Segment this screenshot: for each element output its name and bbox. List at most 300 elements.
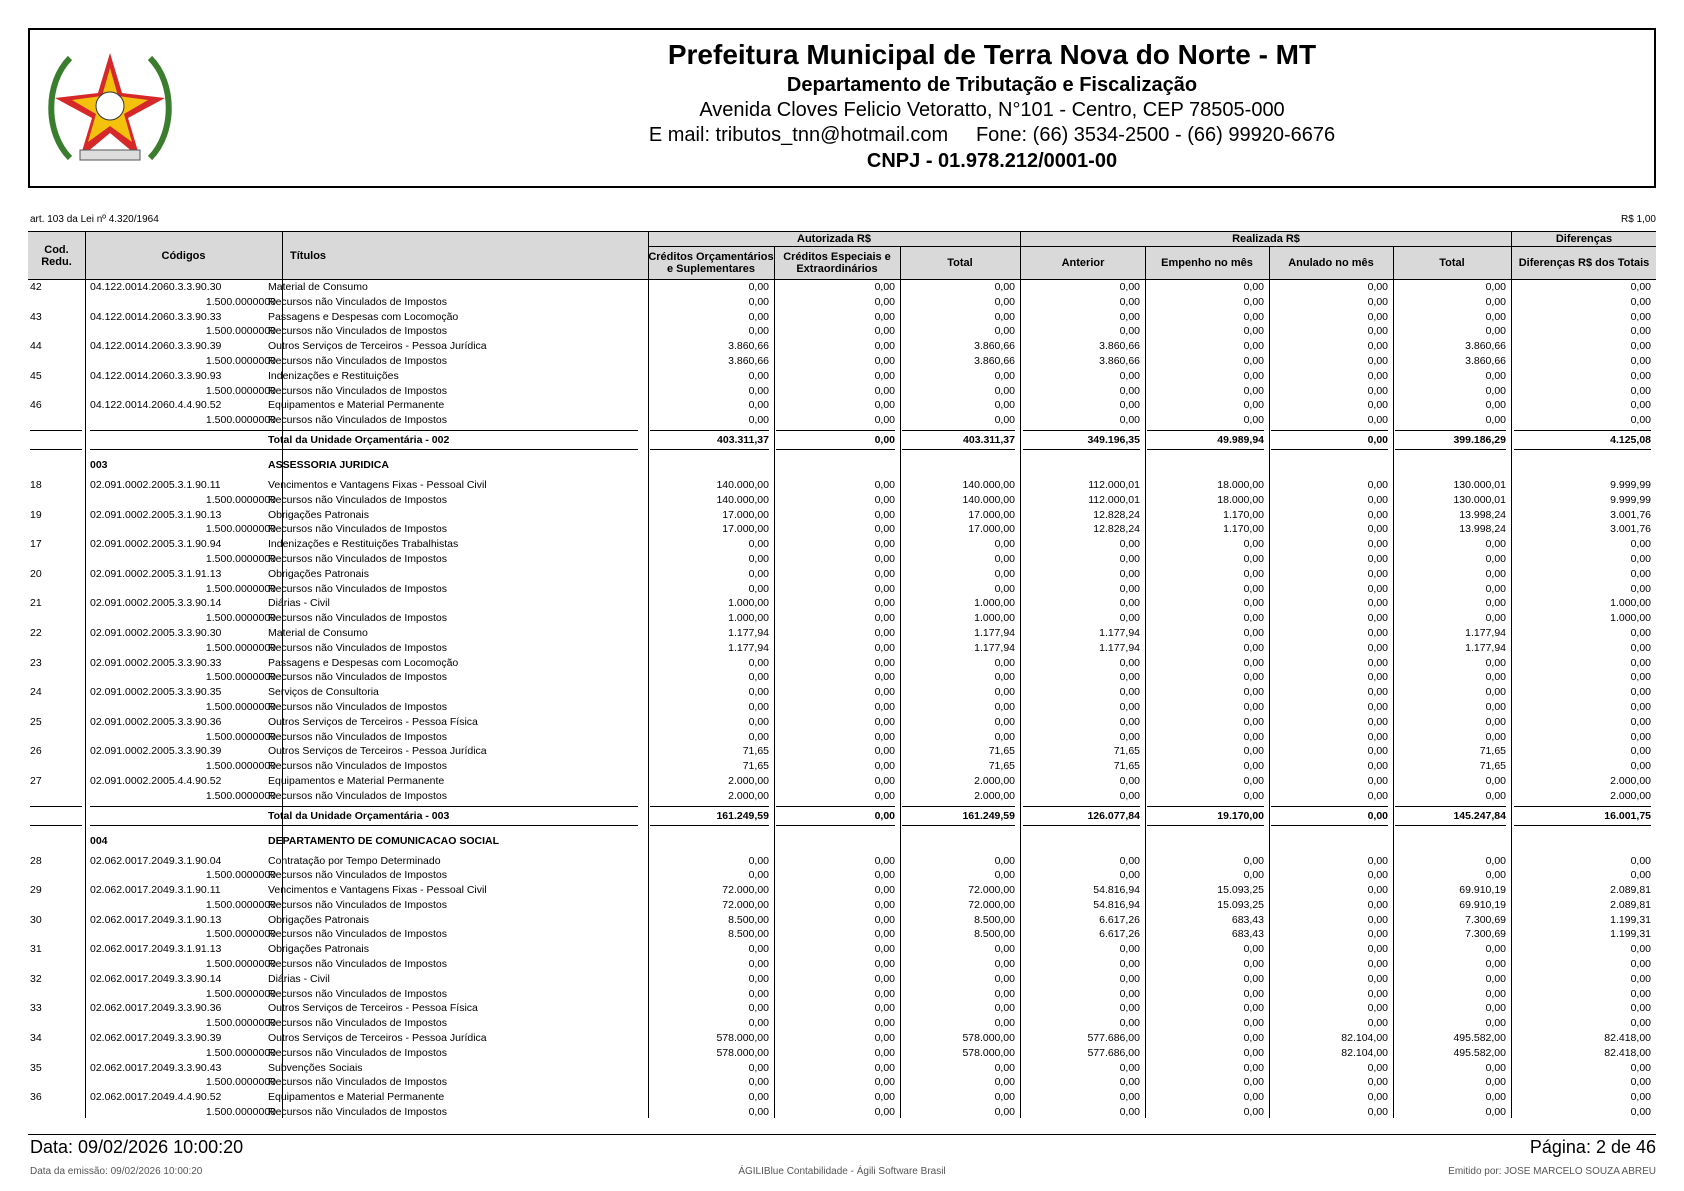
cell-value: 140.000,00 (716, 478, 769, 491)
cell-value: 0,00 (1119, 869, 1140, 882)
cell-title: Recursos não Vinculados de Impostos (268, 789, 447, 802)
cell-value: 82.104,00 (1341, 1046, 1388, 1059)
cell-value: 3.860,66 (728, 354, 769, 367)
cell-value: 0,00 (1367, 281, 1388, 293)
cell-title: Recursos não Vinculados de Impostos (268, 1017, 447, 1030)
cell-value: 0,00 (1485, 612, 1506, 625)
cell-cod: 20 (30, 567, 42, 580)
cell-value: 0,00 (748, 582, 769, 595)
cell-title: Vencimentos e Vantagens Fixas - Pessoal Civil (268, 884, 487, 897)
cell-value: 0,00 (1367, 686, 1388, 699)
cell-code: 1.500.0000000 (205, 928, 276, 941)
cell-value: 0,00 (874, 508, 895, 521)
cell-value: 3.860,66 (974, 354, 1015, 367)
cell-value: 0,00 (1630, 869, 1651, 882)
cell-value: 2.000,00 (974, 774, 1015, 787)
cell-value: 0,00 (994, 582, 1015, 595)
cell-title: Recursos não Vinculados de Impostos (268, 1046, 447, 1059)
cell-value: 577.686,00 (1087, 1032, 1140, 1045)
cell-value: 6.617,26 (1099, 928, 1140, 941)
cell-code: 1.500.0000000 (205, 700, 276, 713)
cell-value: 0,00 (1243, 854, 1264, 867)
cell-value: 0,00 (1243, 399, 1264, 412)
cell-value: 13.998,24 (1459, 508, 1506, 521)
cell-code: 1.500.0000000 (205, 1106, 276, 1119)
cell-value: 0,00 (748, 715, 769, 728)
cell-value: 0,00 (1485, 414, 1506, 427)
table-row (28, 280, 1656, 295)
cell-value: 0,00 (1243, 700, 1264, 713)
cell-value: 0,00 (748, 369, 769, 382)
cell-value: 0,00 (1367, 612, 1388, 625)
cell-value: 0,00 (1485, 987, 1506, 1000)
cell-value: 0,00 (1243, 626, 1264, 639)
col-creditos-especiais: Créditos Especiais e Extraordinários (783, 250, 891, 275)
cell-value: 0,00 (994, 538, 1015, 551)
cell-title: Diárias - Civil (268, 972, 330, 985)
cell-value: 0,00 (1367, 597, 1388, 610)
cell-value: 0,00 (994, 369, 1015, 382)
cell-code: 04.122.0014.2060.3.3.90.30 (90, 281, 222, 293)
cell-value: 0,00 (1367, 1061, 1388, 1074)
cell-value: 0,00 (994, 310, 1015, 323)
cell-value: 12.828,24 (1093, 508, 1140, 521)
table-header (28, 231, 1656, 280)
cell-value: 71,65 (1479, 760, 1506, 773)
municipal-coat-of-arms-icon (40, 38, 180, 178)
cell-value: 0,00 (1630, 384, 1651, 397)
cell-value: 8.500,00 (728, 928, 769, 941)
table-row (28, 774, 1656, 789)
cell-value: 0,00 (748, 1002, 769, 1015)
cell-value: 0,00 (1367, 913, 1388, 926)
table-row (28, 957, 1656, 972)
cell-value: 0,00 (1485, 869, 1506, 882)
cell-value: 0,00 (994, 399, 1015, 412)
cell-value: 145.247,84 (1395, 806, 1506, 826)
table-row (28, 626, 1656, 641)
cell-value: 0,00 (1243, 612, 1264, 625)
cell-cod: 43 (30, 310, 42, 323)
cell-value: 0,00 (748, 295, 769, 308)
cell-value: 82.104,00 (1341, 1032, 1388, 1045)
cell-value: 0,00 (1243, 774, 1264, 787)
cell-value: 1.177,94 (1099, 626, 1140, 639)
cell-value: 126.077,84 (1023, 806, 1140, 826)
cell-code: 1.500.0000000 (205, 612, 276, 625)
cell-value: 578.000,00 (716, 1032, 769, 1045)
cell-value: 0,00 (1367, 369, 1388, 382)
cell-value: 71,65 (742, 745, 769, 758)
cell-value: 0,00 (874, 641, 895, 654)
cell-value: 0,00 (1119, 325, 1140, 338)
cell-cod: 32 (30, 972, 42, 985)
cell-value: 0,00 (874, 1076, 895, 1089)
cell-code: 02.062.0017.2049.3.3.90.43 (90, 1061, 222, 1074)
cell-value: 0,00 (994, 1017, 1015, 1030)
cell-code: 1.500.0000000 (205, 325, 276, 338)
cell-value: 1.199,31 (1610, 928, 1651, 941)
cell-value: 0,00 (1630, 1002, 1651, 1015)
cell-cod: 46 (30, 399, 42, 412)
cell-title: Material de Consumo (268, 626, 368, 639)
cell-code (90, 430, 278, 450)
cell-value: 0,00 (874, 384, 895, 397)
cell-value: 0,00 (1367, 972, 1388, 985)
cell-value: 0,00 (874, 310, 895, 323)
cell-value: 0,00 (1243, 384, 1264, 397)
cell-value: 0,00 (1243, 1061, 1264, 1074)
cell-code: 02.062.0017.2049.3.3.90.14 (90, 972, 222, 985)
cell-title: DEPARTAMENTO DE COMUNICACAO SOCIAL (268, 834, 499, 847)
cell-value: 3.860,66 (974, 340, 1015, 353)
cell-value: 0,00 (874, 493, 895, 506)
cell-value: 0,00 (1367, 1091, 1388, 1104)
table-row (28, 537, 1656, 552)
table-row (28, 641, 1656, 656)
cell-code: 1.500.0000000 (205, 414, 276, 427)
cell-value: 0,00 (1630, 987, 1651, 1000)
cell-title: Recursos não Vinculados de Impostos (268, 493, 447, 506)
cell-title: Indenizações e Restituições (268, 369, 399, 382)
cell-cod: 30 (30, 913, 42, 926)
cell-value: 0,00 (874, 869, 895, 882)
cell-code: 04.122.0014.2060.3.3.90.39 (90, 340, 222, 353)
cell-title: Recursos não Vinculados de Impostos (268, 414, 447, 427)
department-name: Departamento de Tributação e Fiscalização (786, 74, 1198, 96)
cell-value: 0,00 (1119, 567, 1140, 580)
page-number: Página: 2 de 46 (1529, 1137, 1656, 1157)
cell-value: 0,00 (1630, 340, 1651, 353)
cell-value: 0,00 (874, 1017, 895, 1030)
cell-value: 0,00 (1367, 414, 1388, 427)
cell-value: 0,00 (874, 686, 895, 699)
cell-value: 82.418,00 (1604, 1046, 1651, 1059)
cell-value: 0,00 (1485, 582, 1506, 595)
cell-value: 0,00 (1367, 656, 1388, 669)
col-creditos-orcamentarios: Créditos Orçamentários e Suplementares (648, 250, 774, 275)
cell-title: Recursos não Vinculados de Impostos (268, 582, 447, 595)
cell-code: 003 (90, 458, 108, 471)
cell-value: 0,00 (1485, 774, 1506, 787)
cell-value: 71,65 (1479, 745, 1506, 758)
cell-value: 0,00 (748, 281, 769, 293)
cell-value: 0,00 (1367, 626, 1388, 639)
cell-title: ASSESSORIA JURIDICA (268, 458, 389, 471)
cell-value: 0,00 (1630, 700, 1651, 713)
emission-date: Data da emissão: 09/02/2026 10:00:20 (30, 1166, 203, 1177)
cell-value: 0,00 (1243, 1046, 1264, 1059)
col-anulado-mes: Anulado no mês (1288, 256, 1374, 269)
cell-value: 2.089,81 (1610, 898, 1651, 911)
cell-value: 3.001,76 (1610, 508, 1651, 521)
cell-value: 0,00 (874, 552, 895, 565)
cell-value: 0,00 (748, 414, 769, 427)
cell-value: 0,00 (874, 987, 895, 1000)
cell-value: 3.001,76 (1610, 523, 1651, 536)
cell-code: 1.500.0000000 (205, 789, 276, 802)
cell-value: 0,00 (1367, 538, 1388, 551)
cell-value: 71,65 (1113, 760, 1140, 773)
cell-value: 2.000,00 (974, 789, 1015, 802)
table-row (28, 1001, 1656, 1016)
cell-title: Obrigações Patronais (268, 913, 369, 926)
cell-value: 0,00 (1243, 552, 1264, 565)
cell-value: 140.000,00 (962, 493, 1015, 506)
cell-value: 0,00 (1243, 538, 1264, 551)
cell-value: 0,00 (1119, 597, 1140, 610)
table-row (28, 1105, 1656, 1120)
cell-value: 0,00 (1119, 1076, 1140, 1089)
cell-cod (30, 430, 82, 450)
table-row (28, 493, 1656, 508)
table-row (28, 582, 1656, 597)
cell-value: 0,00 (1485, 597, 1506, 610)
cell-value: 0,00 (1630, 626, 1651, 639)
cell-code: 04.122.0014.2060.3.3.90.33 (90, 310, 222, 323)
cell-value: 0,00 (1630, 686, 1651, 699)
cell-code: 1.500.0000000 (205, 552, 276, 565)
cell-title: Obrigações Patronais (268, 508, 369, 521)
budget-table (28, 231, 1656, 1120)
cell-value: 0,00 (1119, 972, 1140, 985)
cell-value: 0,00 (1119, 656, 1140, 669)
group-realizada: Realizada R$ (1232, 233, 1300, 245)
cell-code: 1.500.0000000 (205, 869, 276, 882)
cell-code: 04.122.0014.2060.3.3.90.93 (90, 369, 222, 382)
cell-value: 0,00 (1485, 854, 1506, 867)
cell-value: 0,00 (994, 958, 1015, 971)
cell-cod: 42 (30, 281, 42, 293)
cell-value: 0,00 (1630, 354, 1651, 367)
contact-info: E mail: tributos_tnn@hotmail.com Fone: (66) 3534-2500 - (66) 99920-6676 (648, 124, 1336, 146)
cell-value: 0,00 (874, 1046, 895, 1059)
cell-code: 02.062.0017.2049.3.3.90.39 (90, 1032, 222, 1045)
cell-cod: 19 (30, 508, 42, 521)
cell-title: Serviços de Consultoria (268, 686, 379, 699)
cell-value: 0,00 (1367, 1002, 1388, 1015)
cell-value: 0,00 (1485, 384, 1506, 397)
cell-code: 02.091.0002.2005.3.3.90.36 (90, 715, 222, 728)
cell-code: 02.091.0002.2005.3.3.90.30 (90, 626, 222, 639)
cell-code: 1.500.0000000 (205, 898, 276, 911)
cell-value: 140.000,00 (716, 493, 769, 506)
cell-title: Total da Unidade Orçamentária - 002 (268, 430, 638, 450)
cell-value: 578.000,00 (962, 1046, 1015, 1059)
cell-value: 0,00 (1630, 310, 1651, 323)
cell-value: 0,00 (748, 310, 769, 323)
cell-cod: 35 (30, 1061, 42, 1074)
cell-cod: 22 (30, 626, 42, 639)
cell-code: 1.500.0000000 (205, 671, 276, 684)
cell-value: 0,00 (1367, 641, 1388, 654)
cell-value: 0,00 (874, 898, 895, 911)
cell-value: 0,00 (994, 1106, 1015, 1119)
cell-value: 0,00 (1243, 1017, 1264, 1030)
cell-value: 0,00 (1630, 745, 1651, 758)
cell-title: Outros Serviços de Terceiros - Pessoa Jurídica (268, 1032, 487, 1045)
cell-code (90, 806, 278, 826)
cell-code: 1.500.0000000 (205, 493, 276, 506)
cell-value: 0,00 (1485, 1002, 1506, 1015)
cell-value: 0,00 (994, 414, 1015, 427)
cell-value: 0,00 (874, 538, 895, 551)
table-row (28, 310, 1656, 325)
cell-code: 02.091.0002.2005.3.3.90.39 (90, 745, 222, 758)
cell-value: 0,00 (1367, 943, 1388, 956)
cell-title: Recursos não Vinculados de Impostos (268, 1076, 447, 1089)
cell-value: 0,00 (1243, 641, 1264, 654)
total-row (28, 804, 1656, 826)
cell-value: 130.000,01 (1453, 493, 1506, 506)
cell-title: Recursos não Vinculados de Impostos (268, 958, 447, 971)
cell-value: 0,00 (1485, 567, 1506, 580)
cell-title: Recursos não Vinculados de Impostos (268, 354, 447, 367)
cell-value: 403.311,37 (650, 430, 769, 450)
cell-value: 1.177,94 (1465, 641, 1506, 654)
table-row (28, 611, 1656, 626)
cell-code: 02.062.0017.2049.3.1.90.11 (90, 884, 221, 897)
cell-value: 0,00 (1367, 310, 1388, 323)
cell-value: 0,00 (1367, 354, 1388, 367)
cell-code: 02.062.0017.2049.4.4.90.52 (90, 1091, 222, 1104)
cell-value: 0,00 (1367, 508, 1388, 521)
cell-value: 130.000,01 (1453, 478, 1506, 491)
cell-value: 0,00 (1119, 369, 1140, 382)
cell-value: 0,00 (1367, 730, 1388, 743)
cell-value: 0,00 (1367, 325, 1388, 338)
cell-value: 0,00 (1630, 1106, 1651, 1119)
cell-value: 0,00 (874, 354, 895, 367)
col-total-realizada: Total (1439, 256, 1465, 269)
cell-value: 54.816,94 (1093, 884, 1140, 897)
cell-value: 7.300,69 (1465, 928, 1506, 941)
cell-value: 71,65 (988, 745, 1015, 758)
cell-value: 0,00 (1485, 552, 1506, 565)
col-total-autorizada: Total (947, 256, 973, 269)
cell-value: 0,00 (1367, 523, 1388, 536)
cell-value: 0,00 (748, 869, 769, 882)
cell-value: 0,00 (1119, 943, 1140, 956)
cell-value: 0,00 (1243, 730, 1264, 743)
cell-title: Recursos não Vinculados de Impostos (268, 987, 447, 1000)
cell-value: 0,00 (874, 943, 895, 956)
cell-value: 1.177,94 (974, 626, 1015, 639)
cell-title: Obrigações Patronais (268, 567, 369, 580)
table-row (28, 324, 1656, 339)
cell-value: 2.000,00 (1610, 789, 1651, 802)
cell-value: 0,00 (1367, 567, 1388, 580)
cell-value: 0,00 (1485, 399, 1506, 412)
cell-value: 399.186,29 (1395, 430, 1506, 450)
cell-value: 495.582,00 (1453, 1032, 1506, 1045)
cell-cod: 18 (30, 478, 42, 491)
cell-title: Recursos não Vinculados de Impostos (268, 384, 447, 397)
cell-value: 0,00 (1630, 854, 1651, 867)
cell-value: 0,00 (874, 913, 895, 926)
table-row (28, 596, 1656, 611)
cell-value: 0,00 (1485, 671, 1506, 684)
cell-value: 0,00 (1630, 1076, 1651, 1089)
col-codigos: Códigos (161, 249, 206, 262)
cell-value: 0,00 (1243, 1106, 1264, 1119)
cell-value: 0,00 (1485, 1017, 1506, 1030)
cell-title: Recursos não Vinculados de Impostos (268, 552, 447, 565)
cell-value: 0,00 (1119, 552, 1140, 565)
table-row (28, 913, 1656, 928)
cell-value: 9.999,99 (1610, 478, 1651, 491)
table-row (28, 398, 1656, 413)
cell-value: 0,00 (1243, 760, 1264, 773)
cell-value: 0,00 (994, 325, 1015, 338)
table-row (28, 1031, 1656, 1046)
cell-value: 0,00 (1485, 369, 1506, 382)
cell-value: 0,00 (1271, 806, 1388, 826)
cell-value: 0,00 (1119, 1061, 1140, 1074)
cell-value: 0,00 (874, 399, 895, 412)
cell-value: 0,00 (1243, 340, 1264, 353)
table-row (28, 898, 1656, 913)
table-row (28, 1075, 1656, 1090)
cell-title: Passagens e Despesas com Locomoção (268, 656, 459, 669)
cell-value: 0,00 (1367, 928, 1388, 941)
cell-value: 0,00 (1485, 730, 1506, 743)
cell-value: 54.816,94 (1093, 898, 1140, 911)
cell-value: 0,00 (1119, 384, 1140, 397)
cell-value: 0,00 (994, 552, 1015, 565)
cell-title: Outros Serviços de Terceiros - Pessoa Jurídica (268, 340, 487, 353)
col-anterior: Anterior (1061, 256, 1105, 269)
cell-value: 0,00 (994, 1002, 1015, 1015)
cell-value: 349.196,35 (1023, 430, 1140, 450)
cell-code: 04.122.0014.2060.4.4.90.52 (90, 399, 222, 412)
cell-value: 0,00 (874, 972, 895, 985)
cell-value: 8.500,00 (974, 928, 1015, 941)
cell-value: 3.860,66 (728, 340, 769, 353)
cell-value: 0,00 (1630, 641, 1651, 654)
cell-cod: 29 (30, 884, 42, 897)
cell-code: 1.500.0000000 (205, 760, 276, 773)
cell-title: Recursos não Vinculados de Impostos (268, 898, 447, 911)
cell-value: 0,00 (1243, 972, 1264, 985)
cell-value: 0,00 (1243, 354, 1264, 367)
cell-value: 72.000,00 (722, 898, 769, 911)
cell-value: 0,00 (748, 958, 769, 971)
cell-value: 0,00 (1630, 972, 1651, 985)
cell-value: 0,00 (1367, 987, 1388, 1000)
cell-value: 0,00 (748, 943, 769, 956)
cell-value: 0,00 (1243, 281, 1264, 293)
cell-value: 0,00 (1367, 958, 1388, 971)
cell-value: 0,00 (1367, 671, 1388, 684)
cell-value: 0,00 (1367, 1017, 1388, 1030)
cell-title: Outros Serviços de Terceiros - Pessoa Física (268, 1002, 478, 1015)
cell-cod: 26 (30, 745, 42, 758)
cell-value: 0,00 (748, 1076, 769, 1089)
software-credit: ÁGILIBlue Contabilidade - Ágili Software Brasil (738, 1166, 946, 1177)
cell-code: 1.500.0000000 (205, 641, 276, 654)
cell-value: 3.860,66 (1099, 340, 1140, 353)
cell-value: 161.249,59 (650, 806, 769, 826)
cell-value: 0,00 (1630, 325, 1651, 338)
cell-value: 71,65 (988, 760, 1015, 773)
cell-value: 0,00 (994, 656, 1015, 669)
cell-value: 0,00 (1367, 789, 1388, 802)
cell-value: 17.000,00 (968, 523, 1015, 536)
cell-value: 0,00 (1630, 656, 1651, 669)
cell-value: 0,00 (1485, 1091, 1506, 1104)
cell-value: 1.199,31 (1610, 913, 1651, 926)
